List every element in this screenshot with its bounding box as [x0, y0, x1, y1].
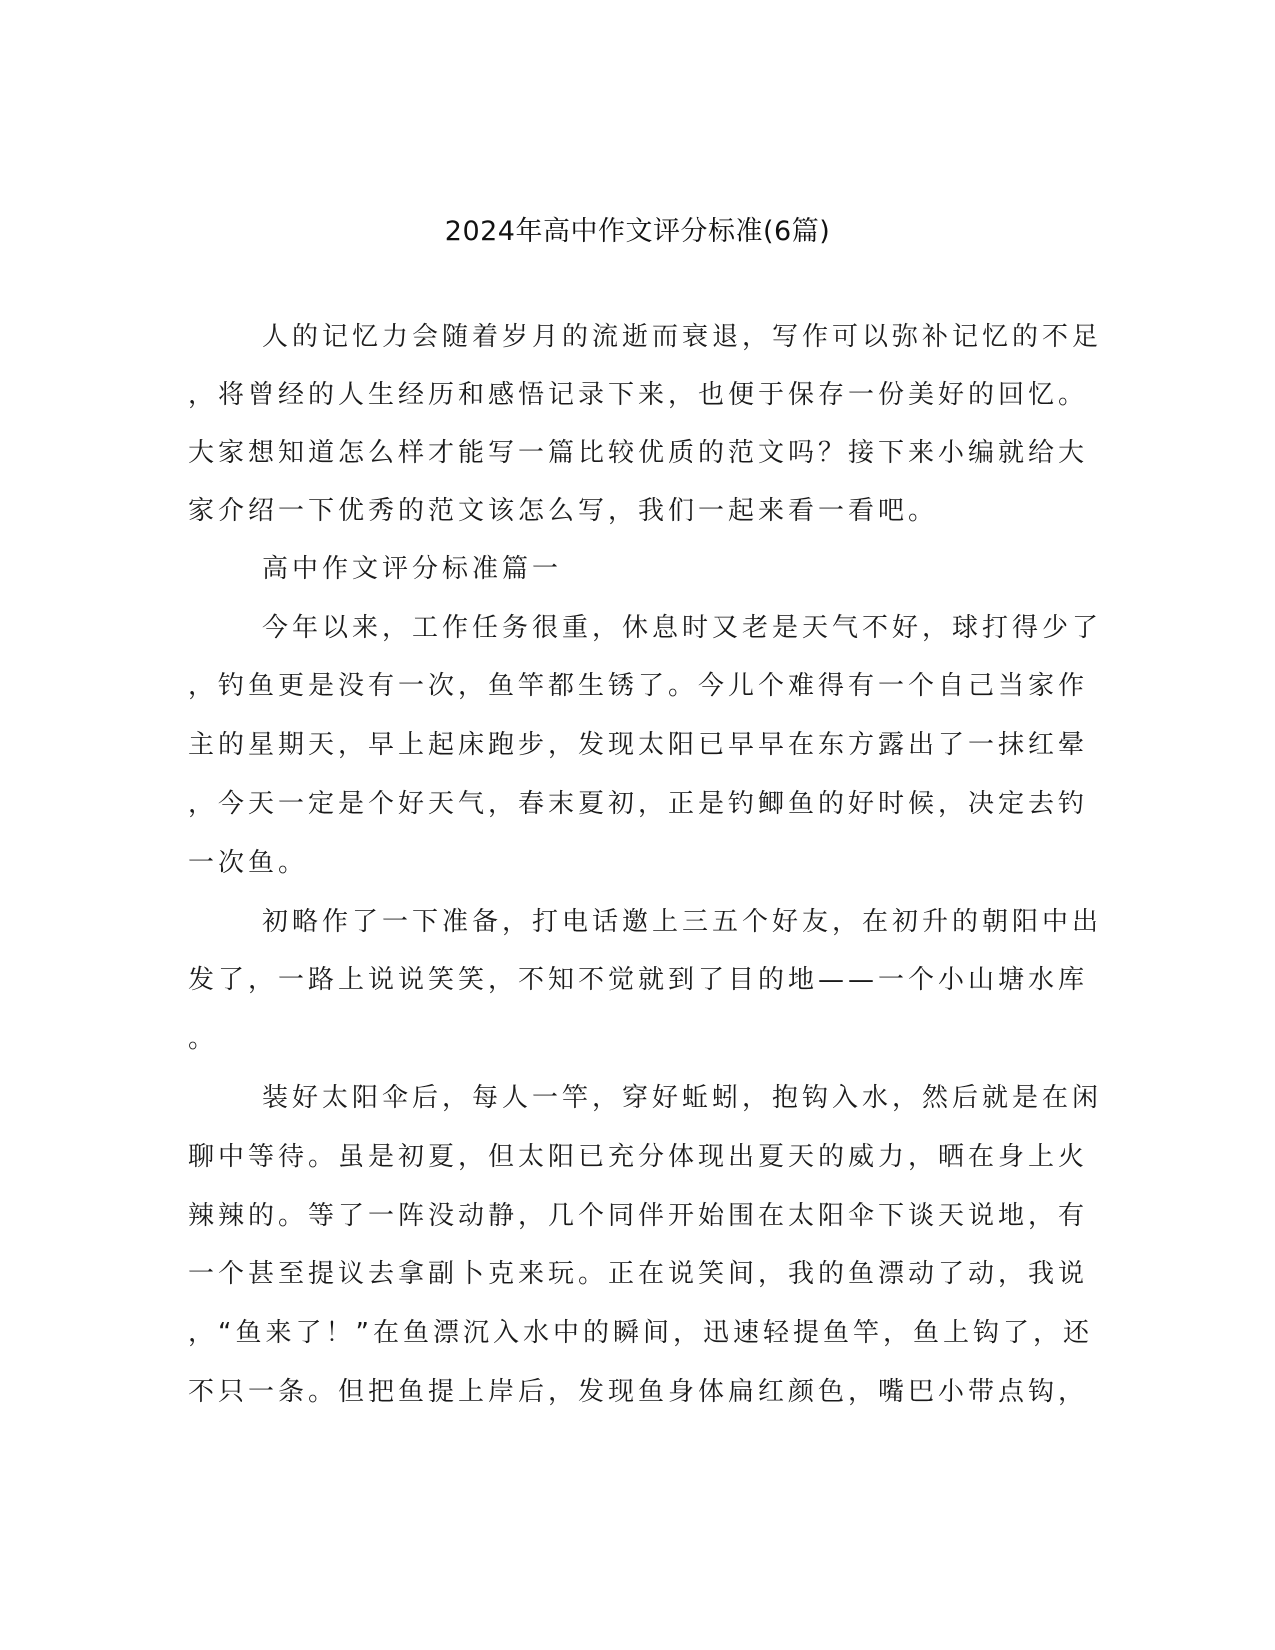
- paragraph-line: 人的记忆力会随着岁月的流逝而衰退，写作可以弥补记忆的不足: [262, 322, 1103, 352]
- section-heading: 高中作文评分标准篇一: [262, 554, 563, 584]
- document-title: 2024年高中作文评分标准(6篇): [444, 216, 831, 247]
- paragraph-line: 不只一条。但把鱼提上岸后，发现鱼身体扁红颜色，嘴巴小带点钩，: [188, 1377, 1089, 1407]
- paragraph-line: 家介绍一下优秀的范文该怎么写，我们一起来看一看吧。: [188, 496, 939, 526]
- paragraph-line: 辣辣的。等了一阵没动静，几个同伴开始围在太阳伞下谈天说地，有: [188, 1201, 1089, 1231]
- paragraph-line: ，“鱼来了！”在鱼漂沉入水中的瞬间，迅速轻提鱼竿，鱼上钩了，还: [188, 1318, 1093, 1348]
- paragraph-line: 发了，一路上说说笑笑，不知不觉就到了目的地——一个小山塘水库: [188, 965, 1089, 995]
- paragraph-line: 大家想知道怎么样才能写一篇比较优质的范文吗？接下来小编就给大: [188, 438, 1089, 468]
- paragraph-line: 主的星期天，早上起床跑步，发现太阳已早早在东方露出了一抹红晕: [188, 730, 1089, 760]
- paragraph-line: 一个甚至提议去拿副卜克来玩。正在说笑间，我的鱼漂动了动，我说: [188, 1259, 1089, 1289]
- paragraph-line: 一次鱼。: [188, 848, 309, 878]
- paragraph-line: ，今天一定是个好天气，春末夏初，正是钓鲫鱼的好时候，决定去钓: [188, 789, 1089, 819]
- paragraph-line: 聊中等待。虽是初夏，但太阳已充分体现出夏天的威力，晒在身上火: [188, 1142, 1089, 1172]
- paragraph-line: ，钓鱼更是没有一次，鱼竿都生锈了。今儿个难得有一个自己当家作: [188, 671, 1089, 701]
- paragraph-line: ，将曾经的人生经历和感悟记录下来，也便于保存一份美好的回忆。: [188, 380, 1089, 410]
- paragraph-line: 。: [188, 1024, 219, 1054]
- paragraph-line: 装好太阳伞后，每人一竿，穿好蚯蚓，抱钩入水，然后就是在闲: [262, 1083, 1103, 1113]
- paragraph-line: 今年以来，工作任务很重，休息时又老是天气不好，球打得少了: [262, 613, 1103, 643]
- paragraph-line: 初略作了一下准备，打电话邀上三五个好友，在初升的朝阳中出: [262, 907, 1103, 937]
